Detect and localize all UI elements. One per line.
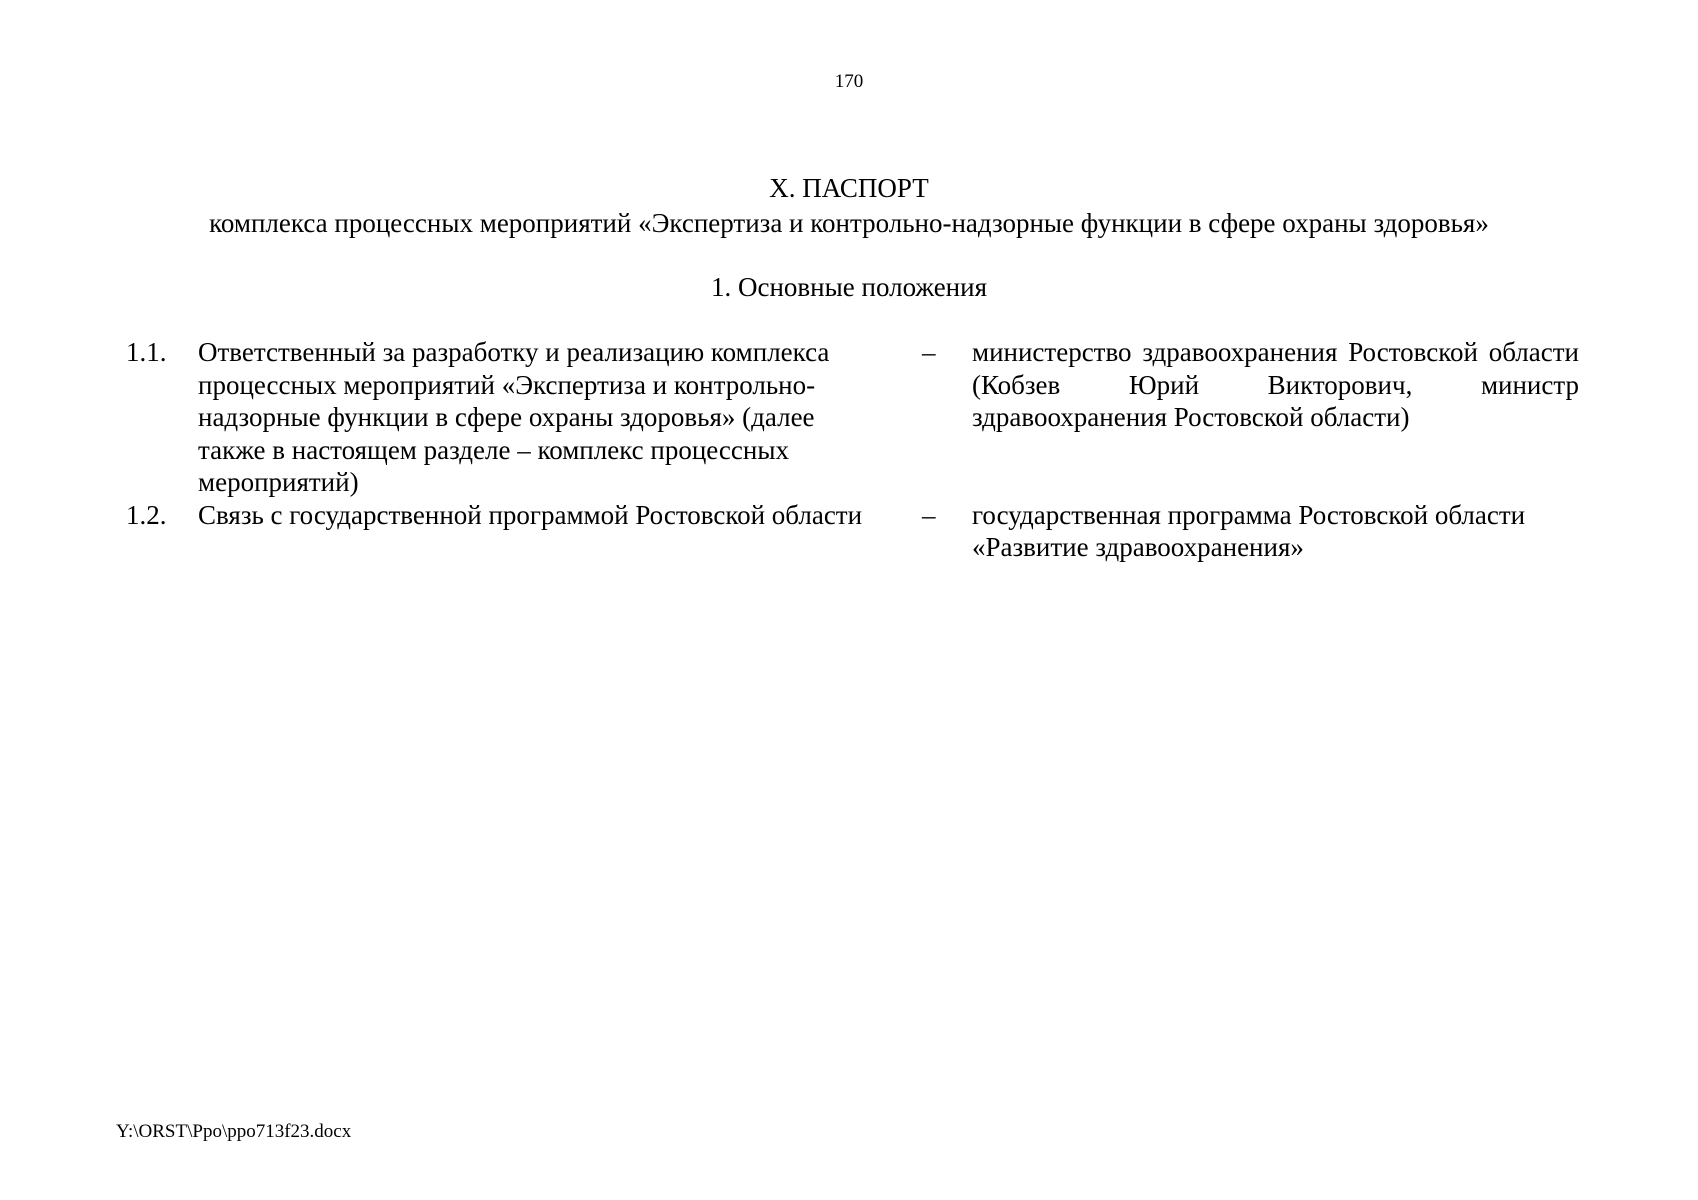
item-label: Связь с государственной программой Ростовской области bbox=[198, 499, 863, 530]
list-item bbox=[0, 336, 1698, 499]
items-list bbox=[0, 336, 1698, 562]
item-dash: – bbox=[922, 499, 936, 530]
footer-file-path: Y:\ORST\Ppo\ppo713f23.docx bbox=[116, 1121, 352, 1142]
subsection-heading: 1. Основные положения bbox=[711, 272, 987, 302]
item-dash: – bbox=[922, 337, 936, 367]
item-label: Ответственный за разработку и реализацию комплекса процессных мероприятий «Экспертиза и контрольно-надзорные функции в сфере охраны здоровья» (далее также в настоящем разделе – комплекс процессных мероприятий) bbox=[198, 337, 830, 497]
item-number: 1.2. bbox=[126, 499, 167, 530]
list-item bbox=[0, 499, 1698, 562]
page-number: 170 bbox=[834, 71, 864, 92]
item-value: государственная программа Ростовской области «Развитие здравоохранения» bbox=[972, 499, 1526, 562]
section-title: X. ПАСПОРТ bbox=[769, 173, 929, 203]
item-number: 1.1. bbox=[126, 337, 167, 367]
section-subtitle: комплекса процессных мероприятий «Экспертиза и контрольно-надзорные функции в сфере охраны здоровья» bbox=[209, 208, 1489, 238]
item-value: министерство здравоохранения Ростовской области (Кобзев Юрий Викторович, министр здравоохранения Ростовской области) bbox=[972, 337, 1579, 432]
